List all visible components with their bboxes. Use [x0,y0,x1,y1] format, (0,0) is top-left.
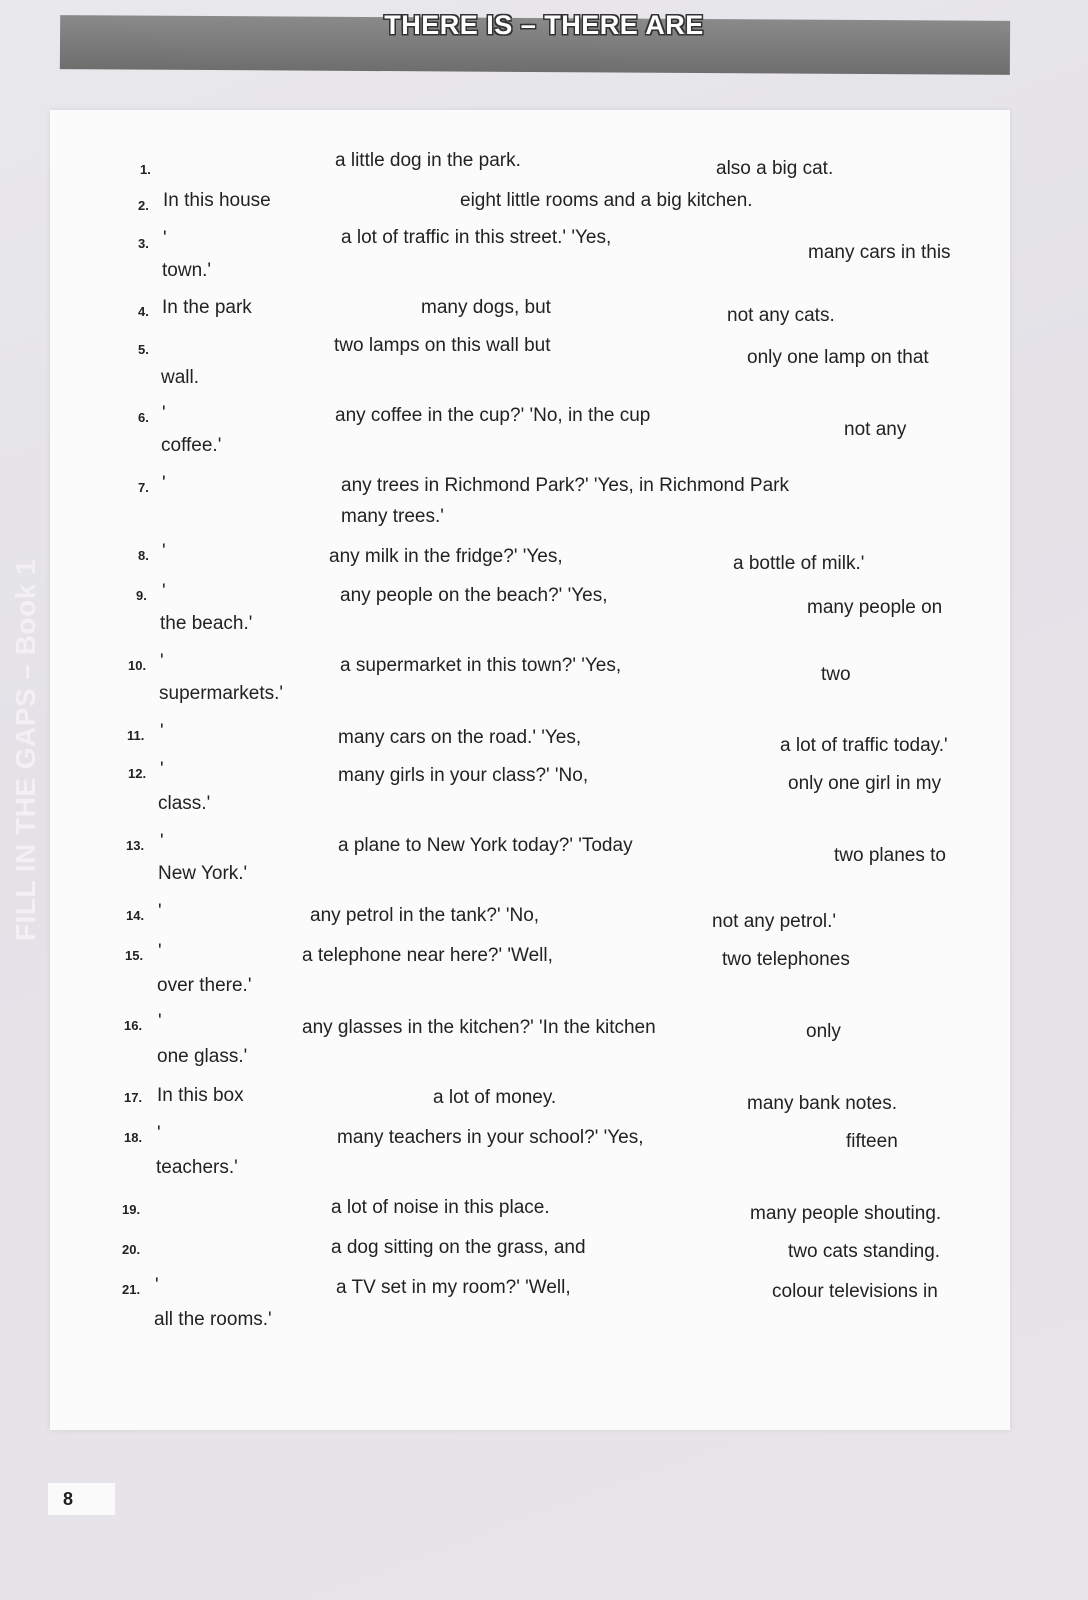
item-text: a lot of traffic today.' [780,735,948,756]
item-number: 5. [138,342,149,357]
item-text: one glass.' [157,1046,248,1067]
item-text: wall. [161,367,200,388]
item-text: not any [844,419,907,440]
item-number: 11. [127,728,145,743]
item-text: ' [160,721,164,742]
item-text: many dogs, but [421,297,551,318]
item-number: 3. [138,236,149,251]
item-number: 20. [122,1242,141,1257]
item-text: In this house [163,190,271,211]
item-text: colour televisions in [772,1281,938,1302]
item-number: 18. [124,1130,143,1145]
item-text: class.' [158,793,211,814]
item-text: many people on [807,597,943,618]
item-text: any people on the beach?' 'Yes, [340,585,608,606]
item-text: New York.' [158,863,248,884]
item-text: two planes to [834,845,946,866]
item-text: also a big cat. [716,158,834,179]
item-text: ' [155,1275,159,1296]
item-text: many trees.' [341,506,444,527]
item-text: only [806,1021,841,1042]
item-text: two lamps on this wall but [334,335,551,356]
item-text: ' [162,581,166,602]
item-text: In the park [162,297,252,318]
item-text: any glasses in the kitchen?' 'In the kitchen [302,1017,656,1038]
item-text: a supermarket in this town?' 'Yes, [340,655,622,676]
page-number: 8 [48,1483,115,1515]
item-number: 10. [128,658,147,673]
item-text: any milk in the fridge?' 'Yes, [329,546,563,567]
item-text: many teachers in your school?' 'Yes, [337,1127,644,1148]
item-text: any coffee in the cup?' 'No, in the cup [335,405,651,426]
item-text: a dog sitting on the grass, and [331,1237,586,1258]
item-text: over there.' [157,975,252,996]
item-text: ' [160,759,164,780]
item-text: the beach.' [160,613,253,634]
item-text: two cats standing. [788,1241,941,1262]
item-number: 6. [138,410,149,425]
item-text: only one girl in my [788,773,942,794]
item-number: 1. [140,162,151,177]
item-text: many girls in your class?' 'No, [338,765,589,786]
side-label: FILL IN THE GAPS – Book 1 [10,558,41,942]
item-text: a lot of traffic in this street.' 'Yes, [341,227,612,248]
item-number: 9. [136,588,147,603]
item-text: a lot of noise in this place. [331,1197,550,1218]
item-text: ' [158,901,162,922]
item-text: supermarkets.' [159,683,284,704]
item-text: fifteen [846,1131,898,1152]
item-number: 8. [138,548,149,563]
item-text: any petrol in the tank?' 'No, [310,905,540,926]
item-text: eight little rooms and a big kitchen. [460,190,753,211]
item-text: ' [158,1011,162,1032]
item-text: two telephones [722,949,850,970]
item-number: 14. [126,908,145,923]
item-text: ' [160,831,164,852]
item-number: 15. [125,948,144,963]
item-text: not any petrol.' [712,911,837,932]
item-text: a little dog in the park. [335,150,521,171]
item-text: all the rooms.' [154,1309,272,1330]
item-text: not any cats. [727,305,835,326]
item-text: ' [162,403,166,424]
item-text: teachers.' [156,1157,238,1178]
item-text: many people shouting. [750,1203,942,1224]
item-text: many bank notes. [747,1093,897,1114]
item-text: a bottle of milk.' [733,553,865,574]
item-number: 17. [124,1090,143,1105]
item-text: only one lamp on that [747,347,929,368]
item-number: 19. [122,1202,141,1217]
item-text: a plane to New York today?' 'Today [338,835,633,856]
item-number: 13. [126,838,145,853]
item-text: ' [157,1123,161,1144]
item-text: a TV set in my room?' 'Well, [336,1277,571,1298]
item-text: town.' [162,260,212,281]
item-text: ' [162,473,166,494]
page-title: THERE IS – THERE ARE [384,10,704,40]
item-number: 16. [124,1018,143,1033]
item-text: two [821,664,851,685]
item-text: In this box [157,1085,244,1106]
item-text: coffee.' [161,435,222,456]
item-text: ' [158,941,162,962]
item-text: many cars in this [808,242,951,263]
item-text: ' [163,228,167,249]
item-number: 21. [122,1282,141,1297]
item-number: 2. [138,198,149,213]
item-text: any trees in Richmond Park?' 'Yes, in Richmond Park [341,475,789,496]
item-text: ' [160,651,164,672]
item-text: many cars on the road.' 'Yes, [338,727,582,748]
item-number: 12. [128,766,147,781]
item-number: 7. [138,480,149,495]
item-number: 4. [138,304,149,319]
item-text: a lot of money. [433,1087,557,1108]
item-text: ' [162,541,166,562]
item-text: a telephone near here?' 'Well, [302,945,553,966]
